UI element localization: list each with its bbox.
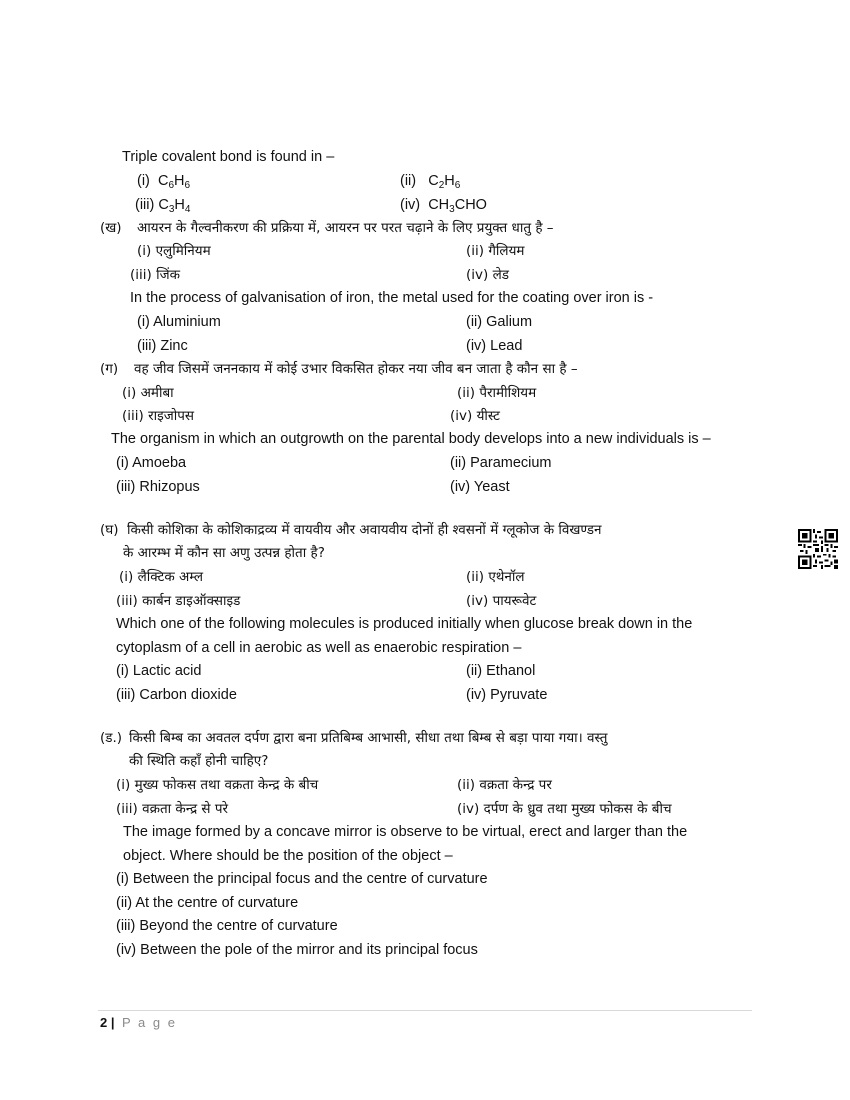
q-gha-option-en-1: (i) Lactic acid — [116, 663, 202, 679]
q-ga-option-hi-4: (iv) यीस्ट — [450, 408, 500, 424]
q-kha-label: (ख) — [100, 220, 122, 236]
q-da-question-hi-1: किसी बिम्ब का अवतल दर्पण द्वारा बना प्रतिबिम्ब आभासी, सीधा तथा बिम्ब से बड़ा पाया गया। वस्तु — [129, 730, 608, 746]
q-kha-option-hi-1: (i) एलुमिनियम — [137, 243, 211, 259]
q-ka-option-1: (i) $C_6H_6$ — [137, 173, 191, 191]
q-kha-option-en-4: (iv) Lead — [466, 338, 523, 354]
q-kha-question-en: In the process of galvanisation of iron, the metal used for the coating over iron is - — [130, 290, 654, 306]
q-da-option-en-2: (ii) At the centre of curvature — [116, 895, 299, 911]
qr-code-icon — [798, 529, 838, 569]
q-da-option-en-4: (iv) Between the pole of the mirror and its principal focus — [116, 942, 478, 958]
q-gha-question-en-1: Which one of the following molecules is produced initially when glucose break down in the — [116, 616, 693, 632]
q-ga-label: (ग) — [100, 361, 119, 377]
q-da-label: (ड.) — [100, 730, 123, 746]
q-gha-option-en-3: (iii) Carbon dioxide — [116, 687, 237, 703]
q-da-question-hi-2: की स्थिति कहाँ होनी चाहिए? — [129, 753, 269, 769]
q-gha-option-hi-2: (ii) एथेनॉल — [466, 569, 525, 585]
q-kha-option-en-3: (iii) Zinc — [137, 338, 188, 354]
q-kha-option-hi-4: (iv) लेड — [466, 267, 509, 283]
q-da-question-en-2: object. Where should be the position of the object – — [123, 848, 453, 864]
q-ka-option-4: (iv) $CH_3CHO$ — [400, 197, 487, 215]
q-ga-question-en: The organism in which an outgrowth on the parental body develops into a new individuals is – — [111, 431, 711, 447]
q-ga-option-hi-3: (iii) राइजोपस — [122, 408, 195, 424]
q-ga-option-en-2: (ii) Paramecium — [450, 455, 552, 471]
q-ga-option-hi-1: (i) अमीबा — [122, 385, 174, 401]
q-da-option-hi-4: (iv) दर्पण के ध्रुव तथा मुख्य फोकस के बीच — [457, 801, 672, 817]
q-ka-option-2: (ii) $C_2H_6$ — [400, 173, 461, 191]
q-ka-question-en: Triple covalent bond is found in – — [122, 149, 335, 165]
q-kha-option-en-1: (i) Aluminium — [137, 314, 221, 330]
q-ga-option-en-3: (iii) Rhizopus — [116, 479, 200, 495]
q-kha-question-hi: आयरन के गैल्वनीकरण की प्रक्रिया में, आयरन पर परत चढ़ाने के लिए प्रयुक्त धातु है – — [137, 220, 554, 236]
q-da-option-hi-2: (ii) वक्रता केन्द्र पर — [457, 777, 552, 793]
q-da-option-en-3: (iii) Beyond the centre of curvature — [116, 918, 338, 934]
q-gha-label: (घ) — [100, 522, 119, 538]
q-gha-option-hi-4: (iv) पायरूवेट — [466, 593, 537, 609]
q-ga-option-en-1: (i) Amoeba — [116, 455, 187, 471]
q-gha-option-en-4: (iv) Pyruvate — [466, 687, 548, 703]
q-gha-option-hi-3: (iii) कार्बन डाइऑक्साइड — [116, 593, 241, 609]
q-da-option-en-1: (i) Between the principal focus and the centre of curvature — [116, 871, 488, 887]
q-gha-question-hi-2: के आरम्भ में कौन सा अणु उत्पन्न होता है? — [123, 545, 325, 561]
q-da-option-hi-3: (iii) वक्रता केन्द्र से परे — [116, 801, 229, 817]
q-da-option-hi-1: (i) मुख्य फोकस तथा वक्रता केन्द्र के बीच — [116, 777, 319, 793]
q-gha-question-hi-1: किसी कोशिका के कोशिकाद्रव्य में वायवीय और अवायवीय दोनों ही श्वसनों में ग्लूकोज के विखण्डन — [127, 522, 602, 538]
q-gha-question-en-2: cytoplasm of a cell in aerobic as well as enaerobic respiration – — [116, 640, 522, 656]
footer-divider — [98, 1010, 752, 1011]
q-gha-option-hi-1: (i) लैक्टिक अम्ल — [119, 569, 203, 585]
q-da-question-en-1: The image formed by a concave mirror is observe to be virtual, erect and larger than the — [123, 824, 688, 840]
q-kha-option-hi-2: (ii) गैलियम — [466, 243, 525, 259]
q-kha-option-hi-3: (iii) जिंक — [130, 267, 180, 283]
q-ga-option-hi-2: (ii) पैरामीशियम — [457, 385, 537, 401]
q-ga-question-hi: वह जीव जिसमें जननकाय में कोई उभार विकसित होकर नया जीव बन जाता है कौन सा है – — [134, 361, 578, 377]
footer-page-number: 2 | — [100, 1015, 115, 1030]
q-kha-option-en-2: (ii) Galium — [466, 314, 533, 330]
q-gha-option-en-2: (ii) Ethanol — [466, 663, 536, 679]
q-ga-option-en-4: (iv) Yeast — [450, 479, 510, 495]
footer-page-label: P a g e — [122, 1015, 177, 1030]
q-ka-option-3: (iii) $C_3H_4$ — [135, 197, 191, 215]
